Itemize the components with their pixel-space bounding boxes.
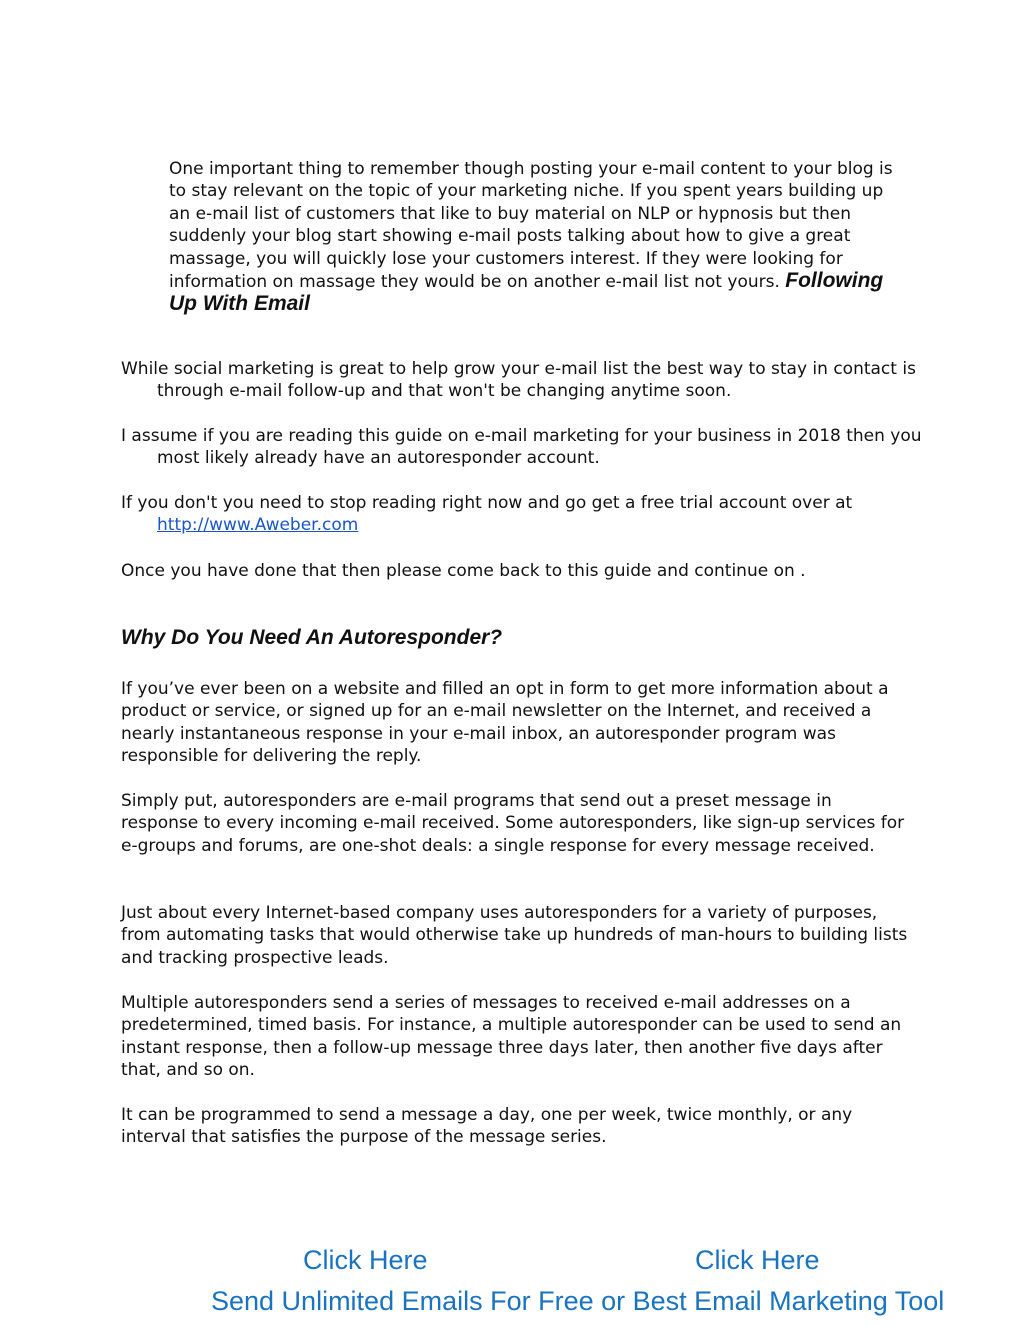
intro-text: One important thing to remember though posting your e-mail content to your blog is to stay relevant on the topic of your marketing niche. If you spent years building up an e-mail list of customers that like to buy material on NLP or hypnosis but then suddenly your blog start showing e-mail posts talking about how to give a great massage, you will quickly lose your customers interest. If they were looking for information on massage they would be on another e-mail list not yours.: [169, 159, 893, 293]
follow-up-paragraph-3-text: If you don't you need to stop reading right now and go get a free trial account over at: [121, 493, 853, 513]
autoresponder-paragraph-3: Just about every Internet-based company uses autoresponders for a variety of purposes, from automating tasks that would otherwise take up hundreds of man-hours to building lists and tracking prospective leads.: [121, 903, 908, 968]
click-here-left-link[interactable]: Click Here: [303, 1245, 428, 1275]
autoresponder-paragraph-5: It can be programmed to send a message a day, one per week, twice monthly, or any interval that satisfies the purpose of the message series.: [121, 1105, 853, 1148]
follow-up-paragraph-3: [121, 492, 947, 537]
click-here-right-link[interactable]: Click Here: [695, 1245, 820, 1275]
send-unlimited-emails-link[interactable]: Send Unlimited Emails For Free or Best Email Marketing Tool: [211, 1286, 945, 1316]
aweber-link[interactable]: http://www.Aweber.com: [157, 515, 359, 536]
autoresponder-paragraph-2: Simply put, autoresponders are e-mail programs that send out a preset message in response to every incoming e-mail received. Some autoresponders, like sign-up services for e-groups and forums, are one-shot deals: a single response for every message received.: [121, 791, 905, 856]
autoresponder-paragraph-4: Multiple autoresponders send a series of messages to received e-mail addresses on a predetermined, timed basis. For instance, a multiple autoresponder can be used to send an instant response, then a follow-up message three days later, then another five days after that, and so on.: [121, 993, 902, 1081]
follow-up-paragraph-1: While social marketing is great to help grow your e-mail list the best way to stay in contact is through e-mail follow-up and that won't be changing anytime soon.: [121, 359, 916, 402]
following-up-heading: Following Up With Email: [169, 269, 884, 316]
intro-paragraph: [169, 158, 899, 317]
autoresponder-heading: Why Do You Need An Autoresponder?: [121, 626, 503, 649]
follow-up-paragraph-2: I assume if you are reading this guide on e-mail marketing for your business in 2018 then you most likely already have an autoresponder account.: [121, 426, 922, 469]
follow-up-paragraph-4: Once you have done that then please come back to this guide and continue on .: [121, 561, 806, 581]
autoresponder-paragraph-1: If you’ve ever been on a website and filled an opt in form to get more information about a product or service, or signed up for an e-mail newsletter on the Internet, and received a nearly instantaneous response in your e-mail inbox, an autoresponder program was responsible for delivering the reply.: [121, 679, 889, 767]
